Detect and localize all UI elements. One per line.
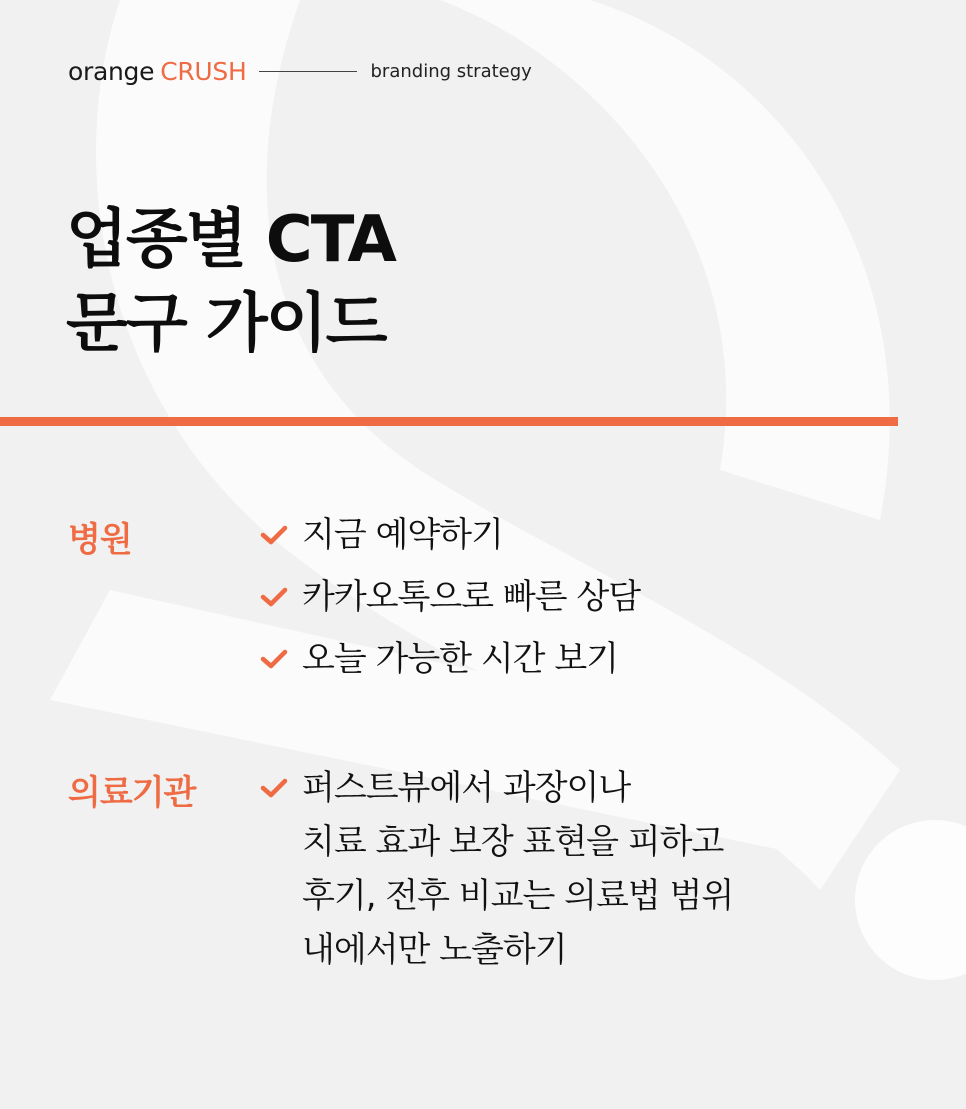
check-icon bbox=[260, 512, 290, 558]
item-line: 치료 효과 보장 표현을 피하고 bbox=[302, 822, 724, 862]
brand-logo bbox=[68, 57, 247, 86]
list-item bbox=[260, 765, 733, 981]
page-title bbox=[66, 198, 395, 366]
header bbox=[68, 54, 532, 88]
check-icon bbox=[260, 574, 290, 620]
cta-list bbox=[260, 512, 640, 698]
item-text: 지금 예약하기 bbox=[302, 515, 503, 555]
section-label: 병원 bbox=[68, 520, 132, 560]
cta-list bbox=[260, 765, 733, 981]
item-line: 내에서만 노출하기 bbox=[302, 930, 567, 970]
check-icon bbox=[260, 636, 290, 682]
header-divider bbox=[259, 71, 357, 72]
header-subtitle: branding strategy bbox=[370, 60, 532, 82]
item-text: 오늘 가능한 시간 보기 bbox=[302, 639, 619, 679]
brand-accent: CRUSH bbox=[160, 56, 247, 86]
title-line-1: 업종별 CTA bbox=[66, 203, 395, 277]
list-item bbox=[260, 574, 640, 636]
check-icon bbox=[260, 765, 290, 811]
brand-primary: orange bbox=[68, 56, 155, 86]
item-text bbox=[302, 765, 733, 981]
accent-divider bbox=[0, 417, 898, 426]
item-line: 퍼스트뷰에서 과장이나 bbox=[302, 768, 631, 808]
item-text: 카카오톡으로 빠른 상담 bbox=[302, 577, 641, 617]
section-label: 의료기관 bbox=[68, 773, 196, 813]
item-line: 후기, 전후 비교는 의료법 범위 bbox=[302, 876, 734, 916]
list-item bbox=[260, 512, 640, 574]
title-line-2: 문구 가이드 bbox=[66, 287, 386, 361]
list-item bbox=[260, 636, 640, 698]
